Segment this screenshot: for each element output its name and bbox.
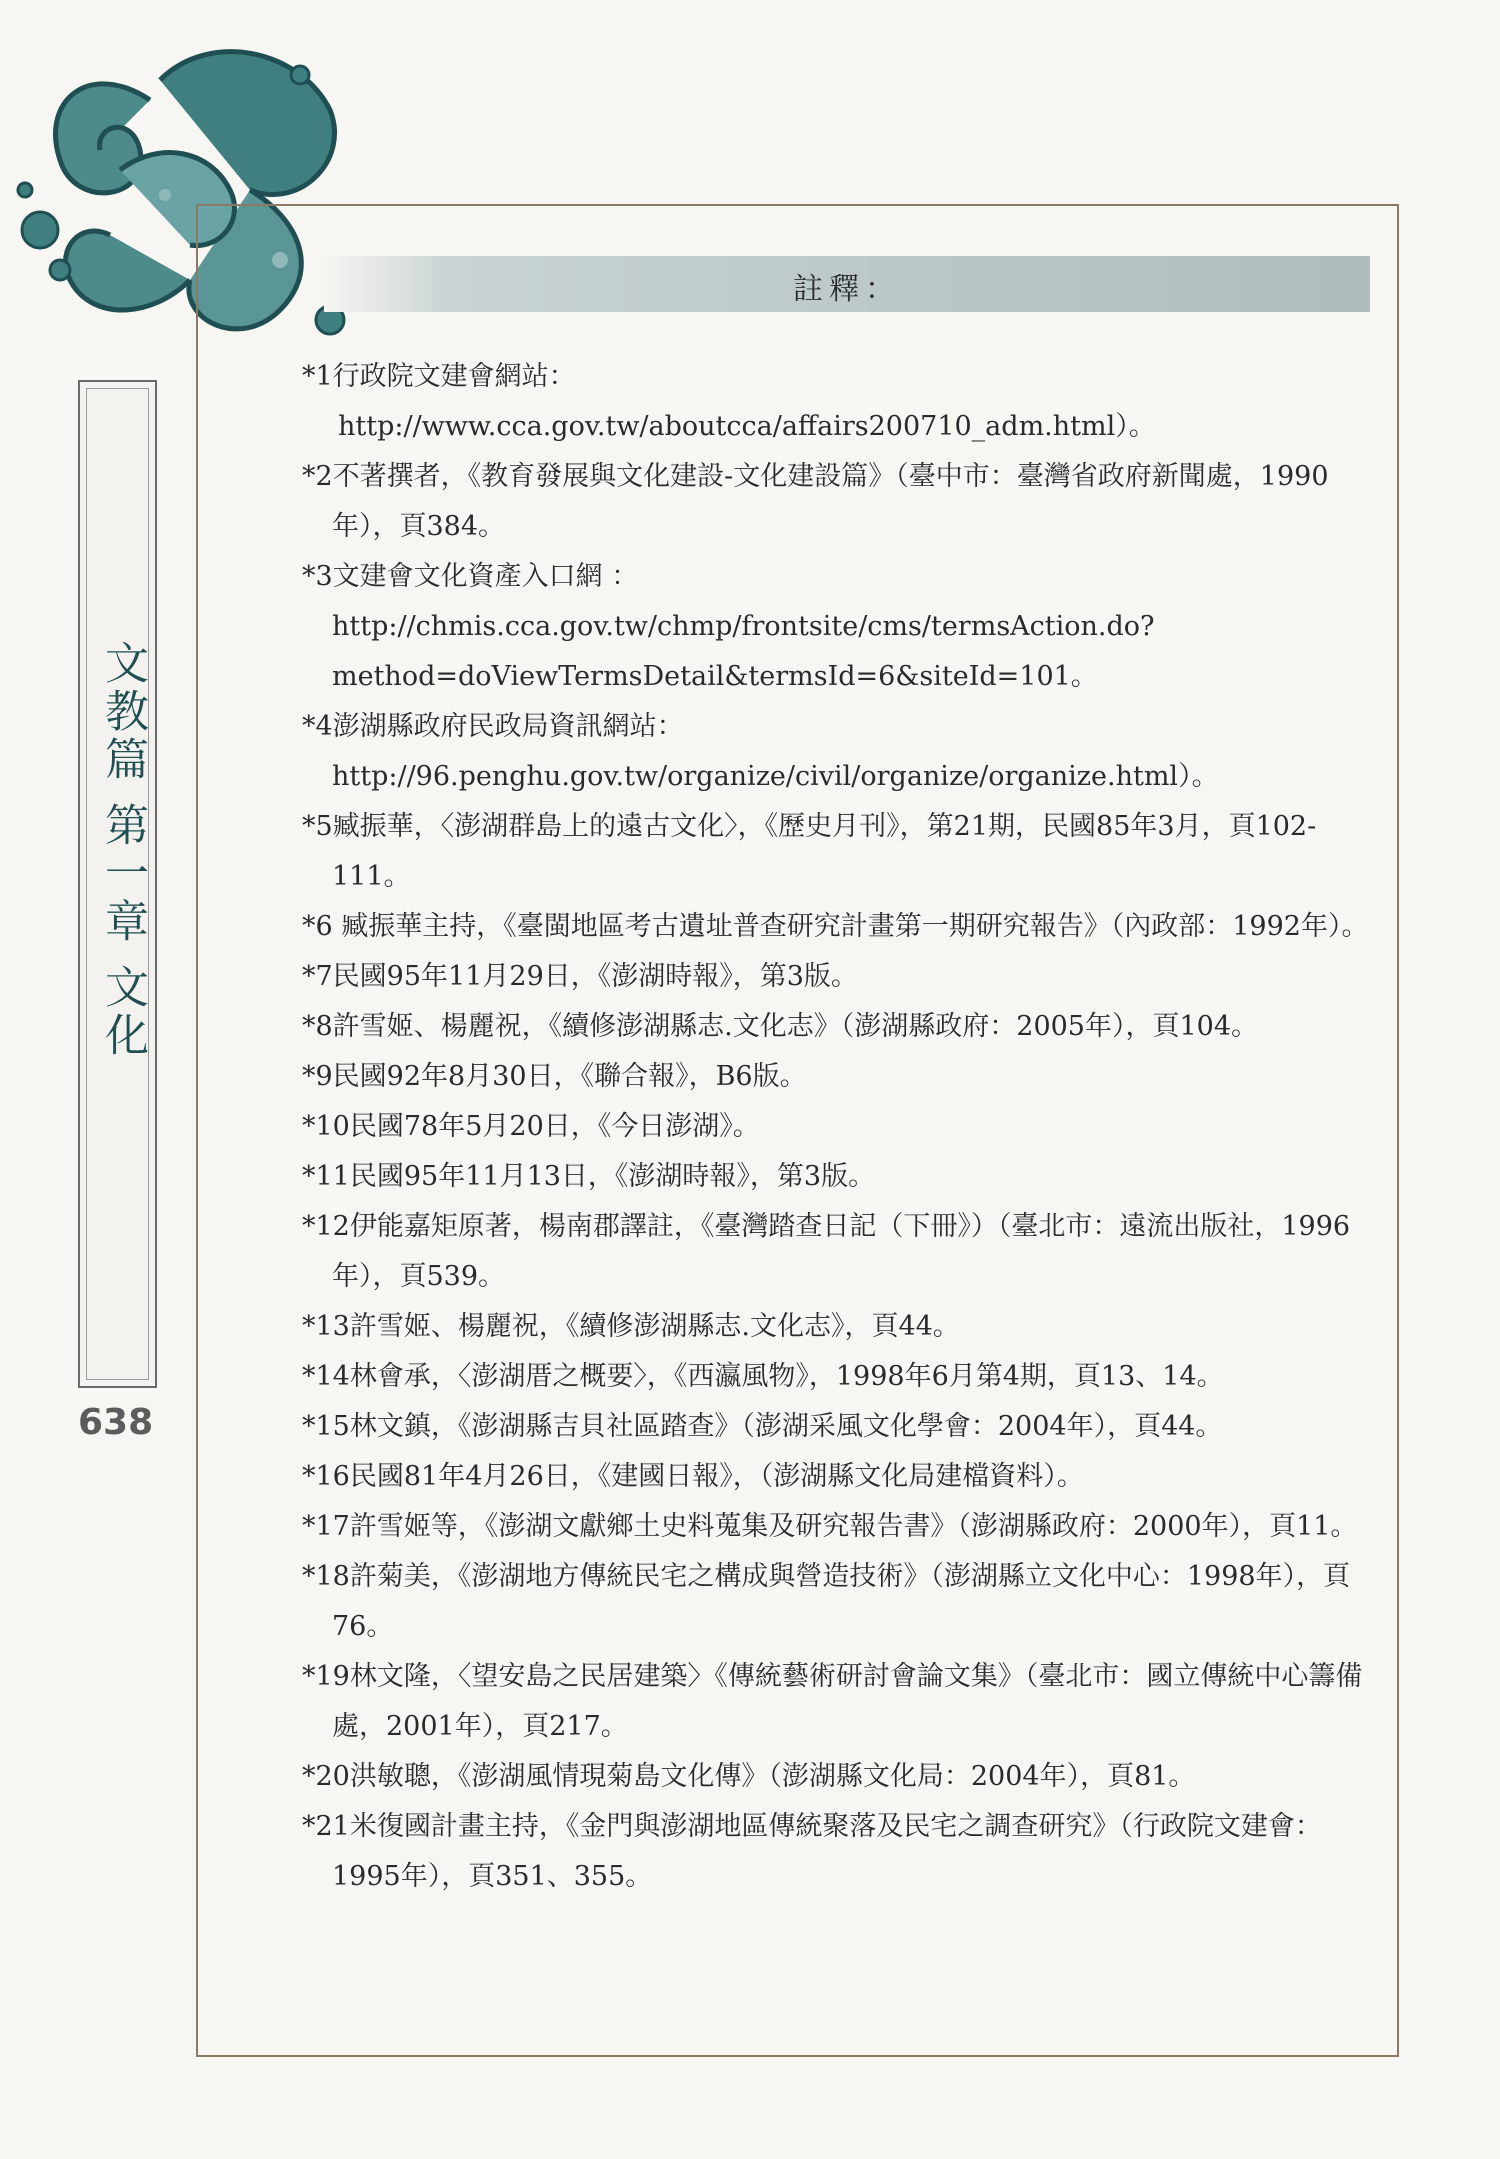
note-item: *12伊能嘉矩原著，楊南郡譯註，《臺灣踏查日記（下冊》）（臺北市：遠流出版社，1996年），頁539。 [302, 1211, 1351, 1292]
chapter-side-label [78, 380, 157, 1388]
note-item: *5臧振華，〈澎湖群島上的遠古文化〉，《歷史月刊》，第21期，民國85年3月，頁102-111。 [302, 811, 1317, 892]
note-item: *2不著撰者，《教育發展與文化建設-文化建設篇》（臺中市：臺灣省政府新聞處，1990年），頁384。 [302, 461, 1329, 542]
note-item: *3文建會文化資產入口網 ：http://chmis.cca.gov.tw/chmp/frontsite/cms/termsAction.do?method=doViewTermsDetail&termsId=6&siteId=101。 [302, 561, 1155, 692]
note-item: *18許菊美，《澎湖地方傳統民宅之構成與營造技術》（澎湖縣立文化中心：1998年），頁76。 [302, 1561, 1351, 1642]
note-item: *10民國78年5月20日，《今日澎湖》。 [302, 1111, 760, 1142]
note-item: *1行政院文建會網站：http://www.cca.gov.tw/aboutcca/affairs200710_adm.html）。 [302, 361, 1156, 442]
note-item: *4澎湖縣政府民政局資訊網站：http://96.penghu.gov.tw/organize/civil/organize/organize.html）。 [302, 711, 1219, 792]
note-item: *9民國92年8月30日，《聯合報》，B6版。 [302, 1061, 807, 1092]
note-item: *8許雪姬、楊麗祝，《續修澎湖縣志.文化志》（澎湖縣政府：2005年），頁104。 [302, 1011, 1259, 1042]
note-item: *17許雪姬等，《澎湖文獻鄉土史料蒐集及研究報告書》（澎湖縣政府：2000年），頁11。 [302, 1511, 1358, 1542]
chapter-title: 文教篇 第一章 文化 [97, 640, 148, 1060]
note-item: *6 臧振華主持，《臺閩地區考古遺址普查研究計畫第一期研究報告》（內政部：1992年）。 [302, 911, 1369, 942]
note-item: *11民國95年11月13日，《澎湖時報》，第3版。 [302, 1161, 876, 1192]
notes-header-bar [324, 256, 1370, 312]
page-number: 638 [78, 1402, 154, 1443]
note-item: *14林會承，〈澎湖厝之概要〉，《西瀛風物》，1998年6月第4期，頁13、14。 [302, 1361, 1224, 1392]
note-item: *19林文隆，〈望安島之民居建築〉《傳統藝術研討會論文集》（臺北市：國立傳統中心籌備處，2001年），頁217。 [302, 1661, 1363, 1742]
note-item: *21米復國計畫主持，《金門與澎湖地區傳統聚落及民宅之調查研究》（行政院文建會：1995年），頁351、355。 [302, 1811, 1322, 1892]
note-item: *20洪敏聰，《澎湖風情現菊島文化傳》（澎湖縣文化局：2004年），頁81。 [302, 1761, 1196, 1792]
note-item: *15林文鎮，《澎湖縣吉貝社區踏查》（澎湖采風文化學會：2004年），頁44。 [302, 1411, 1223, 1442]
note-item: *7民國95年11月29日，《澎湖時報》，第3版。 [302, 961, 858, 992]
notes-list [302, 352, 1382, 1902]
note-item: *13許雪姬、楊麗祝，《續修澎湖縣志.文化志》，頁44。 [302, 1311, 960, 1342]
note-item: *16民國81年4月26日，《建國日報》，（澎湖縣文化局建檔資料）。 [302, 1461, 1084, 1492]
notes-header-title: 註釋： [793, 272, 901, 307]
